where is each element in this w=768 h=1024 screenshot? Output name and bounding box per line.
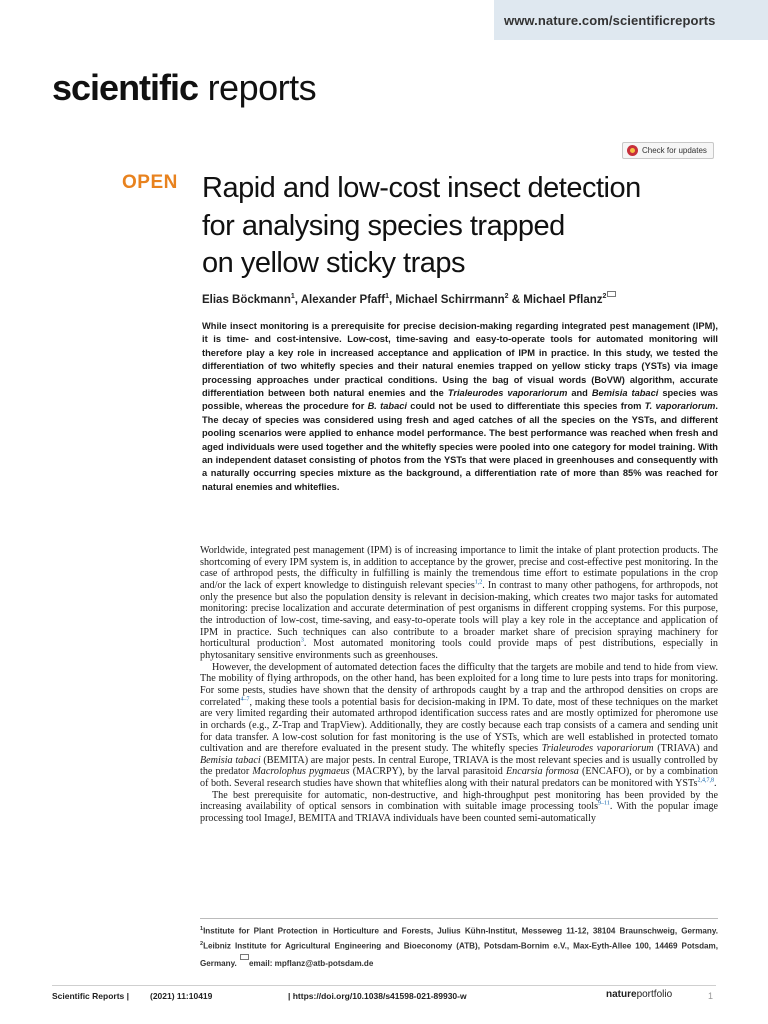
body-text: , making these tools a potential basis for decision-making in IPM. To date, most of these techniques on the market are very limited regarding their automated arthropod identification success rates and are mostly optimized for pheromone use in orchards (e.g., Z-Trap and TrapView). Additionally, they are costly because each trap consists of a camera and sending unit for data transfer. A low-cost solution for fast monitoring is the use of YSTs, which are well established in protected tomato cultivation and are therefore evaluated in the present study. The whitefly species	[200, 696, 718, 755]
author-separator: ,	[388, 294, 396, 306]
species-name: Trialeurodes vaporariorum	[447, 388, 568, 399]
footer-journal: Scientific Reports |	[52, 991, 130, 1001]
abstract	[202, 320, 718, 494]
body-text: However, the development of automated detection faces the difficulty that the targets are mobile and tend to hide from view. The mobility of flying arthropods, on the other hand, has been exploited for a long time to lure pests into traps for monitoring. For some pests, studies have shown that the density of arthropods caught by a trap and the arthropod densities on crops are correlated	[200, 661, 718, 708]
body-text: (TRIAVA) and	[653, 743, 718, 755]
abstract-text: could not be used to differentiate this species from	[407, 401, 645, 412]
publisher-logo	[606, 989, 672, 1000]
body-text: .	[713, 778, 717, 790]
body-text: (ENCAFO), or by a combination of both. Several research studies have shown that whiteflies along with their natural predators can be monitored with YSTs	[200, 766, 718, 790]
body-text: The best prerequisite for automatic, non-destructive, and high-throughput pest monitoring has been provided by the increasing availability of optical sensors in combination with suitable image processing tools	[200, 789, 718, 813]
body-paragraph	[200, 790, 718, 825]
affiliations	[200, 923, 718, 971]
species-name: Trialeurodes vaporariorum	[541, 743, 654, 755]
body-text: . Most automated monitoring tools could provide maps of pest distributions, especially in phytosanitary sensitive environments such as greenhouses.	[200, 638, 718, 661]
species-name: Encarsia formosa	[505, 766, 579, 778]
author-name[interactable]: Michael Schirrmann	[395, 294, 505, 306]
author-name[interactable]: Alexander Pfaff	[300, 294, 386, 306]
abstract-text: . The decay of species was considered using fresh and aged catches of all the species on the YSTs, and different pooling scenarios were applied to enhance model performance. The best performance was reached when fresh and aged individuals were used together and the whitefly species were pooled into one category for model training. With an independent dataset consisting of photos from the YSTs that were placed in greenhouses and consequently with a naturally occurring species mixture as the background, a differentiation rate of more than 85% was reached for natural enemies and whiteflies.	[202, 401, 718, 492]
body-text: (BEMITA) are major pests. In central Europe, TRIAVA is the most relevant species and is usually controlled by the predator	[200, 754, 718, 778]
body-text: Worldwide, integrated pest management (IPM) is of increasing importance to limit the intake of plant protection products. The shortcoming of every IPM system is, in addition to acceptance by the grower, precise and cost-effective pest monitoring. In the case of arthropod pests, the difficulty in fulfilling is mainly the tremendous time effort to estimate populations in the crop and/or the lack of expert knowledge to distinguish relevant species	[200, 545, 718, 591]
species-name: Bemisia tabaci	[591, 388, 659, 399]
publisher-bold: nature	[606, 989, 637, 1000]
citation-link[interactable]: 1,2	[474, 579, 483, 586]
citation-link[interactable]: 2,4,7,8	[697, 777, 714, 784]
title-line: on yellow sticky traps	[202, 247, 465, 279]
species-name: T. vaporariorum	[644, 401, 716, 412]
citation-link[interactable]: 3	[300, 637, 304, 644]
author-affiliation-ref: 1	[290, 293, 295, 301]
affiliation-text: Institute for Plant Protection in Horticulture and Forests, Julius Kühn-Institut, Messeweg 11-12, 38104 Braunschweig, Germany.	[203, 926, 718, 936]
footer-doi-link[interactable]: | https://doi.org/10.1038/s41598-021-89930-w	[288, 991, 467, 1001]
page-number: 1	[708, 991, 714, 1001]
corresponding-email-link[interactable]: email: mpflanz@atb-potsdam.de	[249, 958, 374, 968]
article-body	[200, 545, 718, 825]
citation-link[interactable]: 9–11	[598, 801, 610, 808]
footer-volume: (2021) 11:10419	[150, 991, 213, 1001]
author-separator: &	[508, 294, 524, 306]
body-text: . In contrast to many other pathogens, for arthropods, not only the presence but also the population density is relevant in decision-making, which creates two major tasks for automated monitoring: precise localization and accurate determination of pest organisms in different cropping systems. For this purpose, the introduction of low-cost, time-saving, and easy-to-operate tools will play a key role in the acceptance and application of IPM in practice. Such techniques can also contribute to a broader market share of precision spraying machinery for horticultural production	[200, 579, 718, 650]
author-separator: ,	[294, 294, 301, 306]
body-text: . With the popular image processing tool ImageJ, BEMITA and TRIAVA individuals have been counted semi-automatically	[200, 801, 719, 825]
author-list	[202, 291, 616, 306]
species-name: B. tabaci	[367, 401, 408, 412]
article-title	[202, 170, 742, 283]
affiliation-marker: 2	[200, 941, 204, 948]
journal-logo[interactable]	[52, 68, 316, 108]
species-name: Bemisia tabaci	[200, 754, 261, 766]
envelope-icon	[240, 954, 249, 960]
footer-divider	[52, 985, 716, 986]
body-paragraph	[200, 662, 718, 790]
crossmark-icon	[627, 145, 638, 156]
title-line: Rapid and low-cost insect detection	[202, 172, 641, 204]
author-affiliation-ref: 1	[385, 293, 389, 301]
abstract-text: species was possible, whereas the procedure for	[202, 388, 718, 412]
abstract-text: While insect monitoring is a prerequisite for precise decision-making regarding integrated pest management (IPM), it is time- and cost-intensive. Low-cost, time-saving and easy-to-operate tools for automated monitoring will therefore play a key role in increased acceptance and application of IPM in practice. In this study, we tested the differentiation of two whitefly species and their natural enemies trapped on yellow sticky traps (YSTs) via image processing approaches under practical conditions. Using the bag of visual words (BoVW) algorithm, accurate differentiation between both natural enemies and the	[202, 321, 718, 399]
title-line: for analysing species trapped	[202, 209, 565, 242]
envelope-icon[interactable]	[607, 291, 616, 297]
logo-light-text: reports	[198, 67, 317, 108]
journal-url-link[interactable]: www.nature.com/scientificreports	[504, 13, 716, 28]
citation-link[interactable]: 4–7	[240, 696, 250, 703]
logo-bold-text: scientific	[52, 67, 199, 108]
affiliation-marker: 1	[200, 926, 204, 932]
body-text: (MACRPY), by the larval parasitoid	[349, 766, 506, 778]
species-name: Macrolophus pygmaeus	[252, 766, 350, 778]
publisher-light: portfolio	[636, 989, 673, 1000]
author-affiliation-ref: 2	[602, 293, 607, 301]
affiliation-text: Leibniz Institute for Agricultural Engineering and Bioeconomy (ATB), Potsdam-Bornim e.V., Max-Eyth-Allee 100, 14469 Potsdam, Germany.	[200, 942, 718, 968]
affiliation-divider	[200, 918, 718, 919]
open-access-label: OPEN	[122, 172, 178, 193]
author-affiliation-ref: 2	[504, 293, 509, 301]
author-name[interactable]: Elias Böckmann	[202, 294, 291, 306]
check-for-updates-button[interactable]	[622, 142, 714, 159]
body-paragraph	[200, 545, 718, 662]
abstract-text: and	[567, 388, 592, 399]
author-name[interactable]: Michael Pflanz	[523, 294, 603, 306]
check-for-updates-label: Check for updates	[642, 146, 707, 155]
